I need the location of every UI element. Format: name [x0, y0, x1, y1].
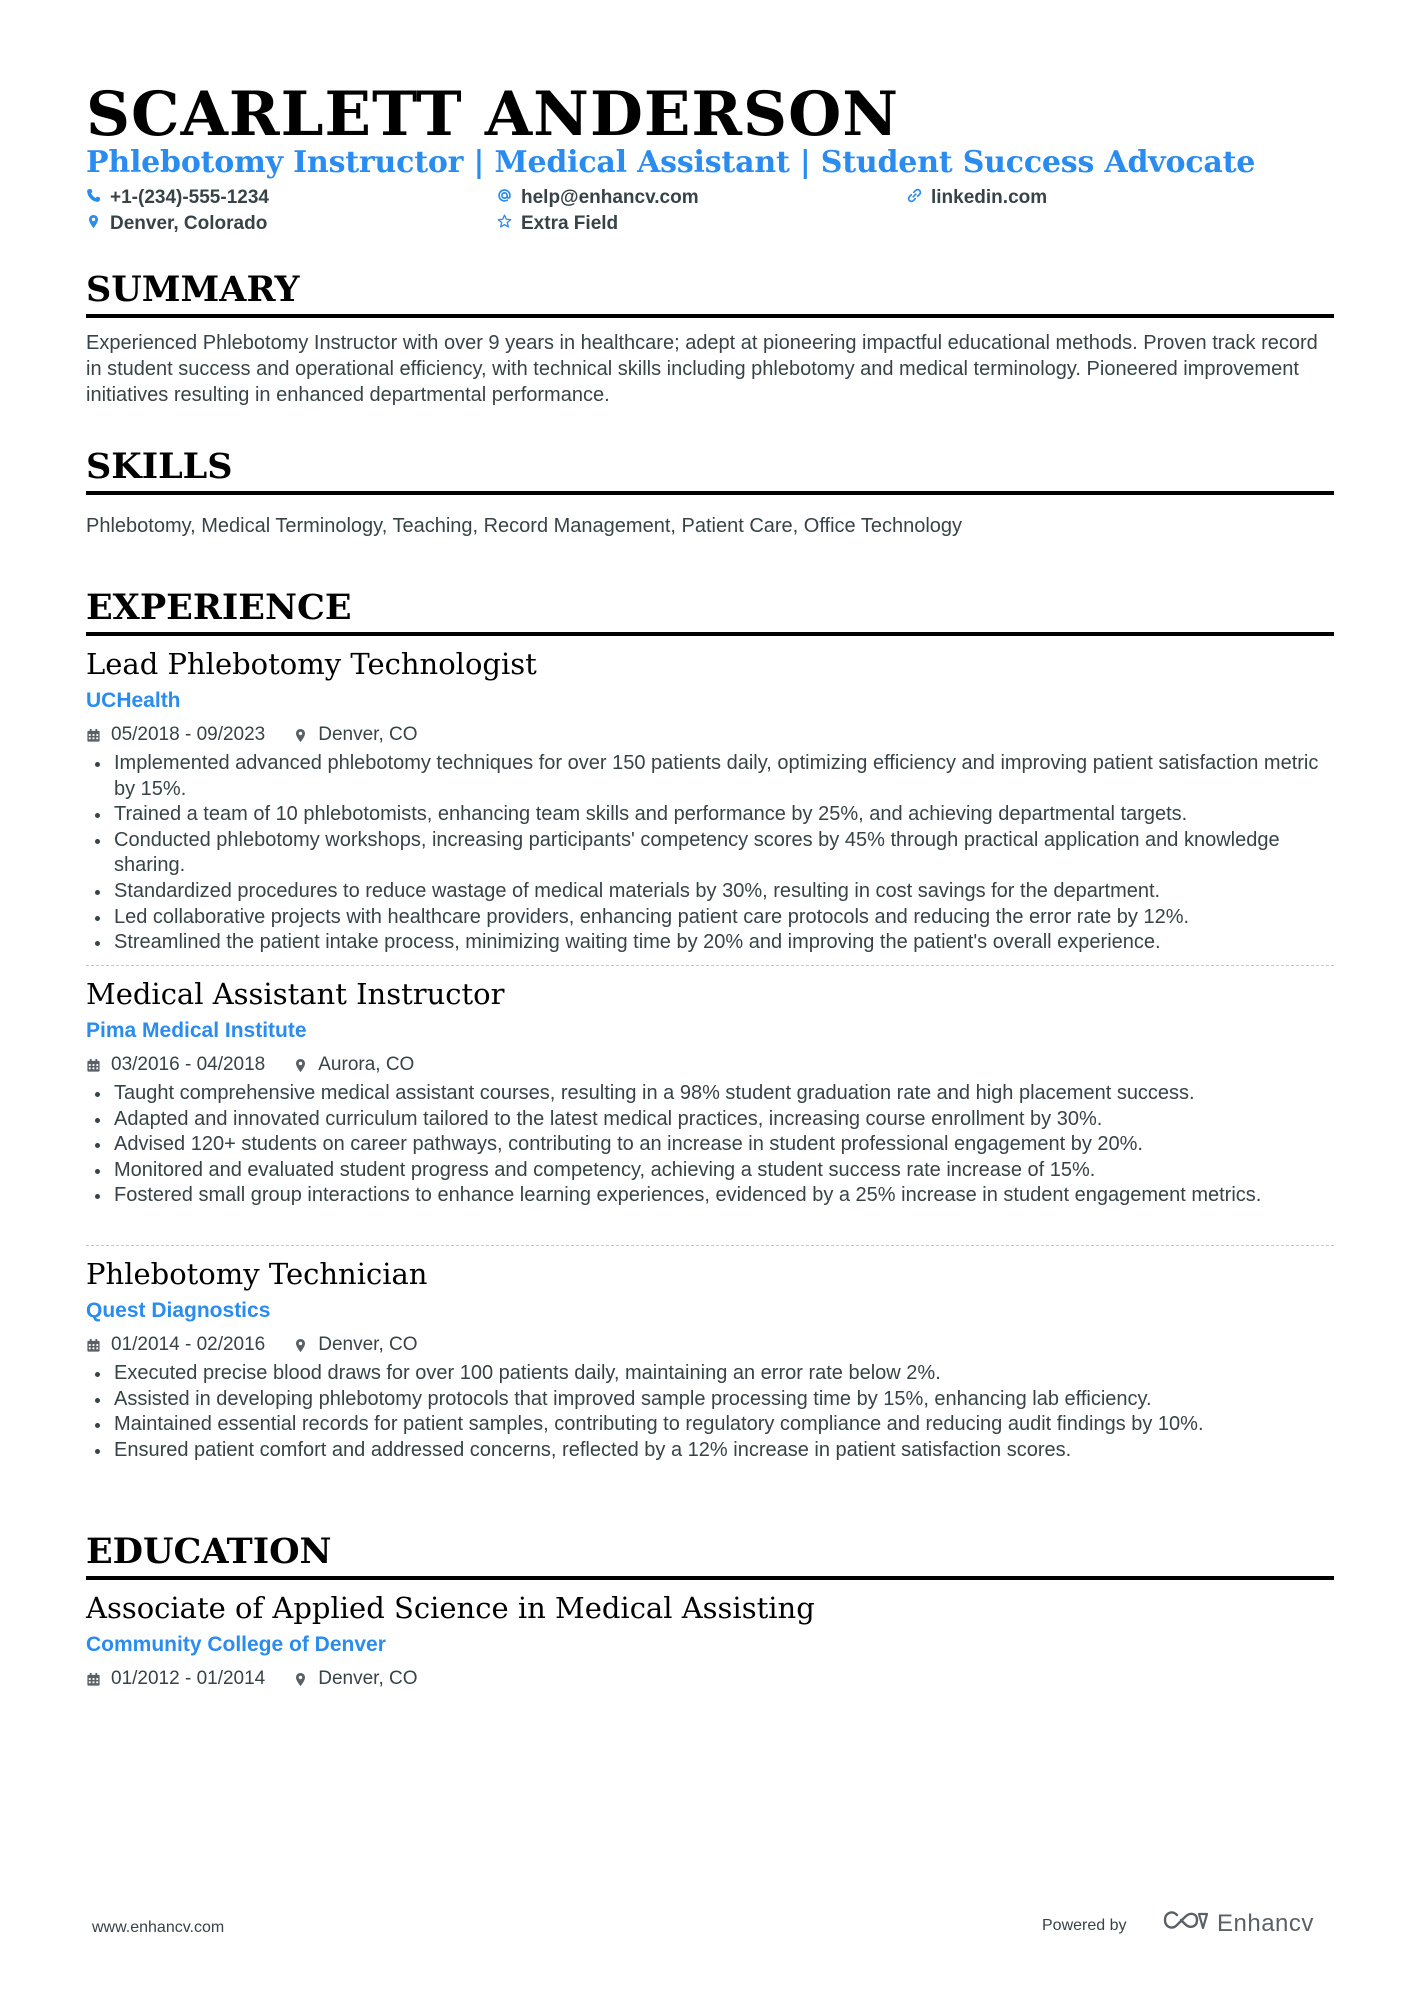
at-icon: [497, 187, 512, 209]
job-title: Medical Assistant Instructor: [86, 977, 505, 1011]
extra-field-text: Extra Field: [521, 213, 619, 234]
job-location: Aurora, CO: [318, 1054, 415, 1075]
linkedin-link[interactable]: linkedin.com: [931, 187, 1048, 208]
list-item: Led collaborative projects with healthcare providers, enhancing patient care protocols and reducing the error rate by 12%.: [86, 905, 1338, 931]
calendar-icon: [86, 1338, 101, 1353]
company-name: UCHealth: [86, 689, 181, 712]
list-item: Monitored and evaluated student progress and competency, achieving a student success rate increase of 15%.: [86, 1158, 1338, 1184]
job-title: Phlebotomy Technician: [86, 1257, 428, 1291]
list-item: Streamlined the patient intake process, minimizing waiting time by 20% and improving the patient's overall experience.: [86, 930, 1338, 956]
list-item: Adapted and innovated curriculum tailored to the latest medical practices, increasing course enrollment by 30%.: [86, 1107, 1338, 1133]
location-pin-icon: [293, 728, 308, 743]
calendar-icon: [86, 728, 101, 743]
degree-title: Associate of Applied Science in Medical Assisting: [86, 1591, 815, 1625]
contact-email: [497, 186, 699, 210]
school-name: Community College of Denver: [86, 1633, 386, 1656]
enhancv-brand[interactable]: [1163, 1908, 1314, 1939]
job-divider: [86, 965, 1334, 966]
calendar-icon: [86, 1672, 101, 1687]
list-item: Trained a team of 10 phlebotomists, enhancing team skills and performance by 25%, and achieving departmental targets.: [86, 802, 1338, 828]
company-name: Pima Medical Institute: [86, 1019, 307, 1042]
powered-by-label: Powered by: [1042, 1917, 1127, 1934]
enhancv-logo-icon: [1163, 1908, 1209, 1939]
job-divider: [86, 1245, 1334, 1246]
phone-icon: [86, 187, 101, 209]
phone-text[interactable]: +1-(234)-555-1234: [110, 187, 269, 208]
list-item: Maintained essential records for patient samples, contributing to regulatory compliance and reducing audit findings by 10%.: [86, 1412, 1338, 1438]
skills-heading: SKILLS: [86, 445, 1334, 495]
education-location: Denver, CO: [318, 1668, 418, 1689]
location-pin-icon: [293, 1058, 308, 1073]
list-item: Ensured patient comfort and addressed concerns, reflected by a 12% increase in patient satisfaction scores.: [86, 1438, 1338, 1464]
list-item: Advised 120+ students on career pathways, contributing to an increase in student professional engagement by 20%.: [86, 1132, 1338, 1158]
star-icon: [497, 213, 512, 235]
job-meta: [86, 723, 418, 747]
list-item: Executed precise blood draws for over 100 patients daily, maintaining an error rate below 2%.: [86, 1361, 1338, 1387]
job-dates: 05/2018 - 09/2023: [111, 724, 266, 745]
link-icon: [907, 187, 922, 209]
job-location: Denver, CO: [318, 1334, 418, 1355]
education-heading: EDUCATION: [86, 1530, 1334, 1580]
summary-text: Experienced Phlebotomy Instructor with over 9 years in healthcare; adept at pioneering impactful educational methods. Proven track record in student success and operational efficiency, with technical skills including phlebotomy and medical terminology. Pioneered improvement initiatives resulting in enhanced departmental performance.: [86, 332, 1318, 406]
footer-website-link[interactable]: www.enhancv.com: [92, 1919, 225, 1936]
contact-linkedin: [907, 186, 1047, 210]
location-text: Denver, Colorado: [110, 213, 268, 234]
list-item: Taught comprehensive medical assistant courses, resulting in a 98% student graduation rate and high placement success.: [86, 1081, 1338, 1107]
email-link[interactable]: help@enhancv.com: [521, 187, 699, 208]
job-title: Lead Phlebotomy Technologist: [86, 647, 537, 681]
headline: Phlebotomy Instructor | Medical Assistant | Student Success Advocate: [86, 145, 1256, 180]
job-dates: 03/2016 - 04/2018: [111, 1054, 266, 1075]
list-item: Assisted in developing phlebotomy protocols that improved sample processing time by 15%, enhancing lab efficiency.: [86, 1387, 1338, 1413]
location-pin-icon: [86, 213, 101, 235]
list-item: Standardized procedures to reduce wastage of medical materials by 30%, resulting in cost savings for the department.: [86, 879, 1338, 905]
job-meta: [86, 1053, 414, 1077]
education-dates: 01/2012 - 01/2014: [111, 1668, 266, 1689]
location-pin-icon: [293, 1672, 308, 1687]
company-name: Quest Diagnostics: [86, 1299, 271, 1322]
contact-phone: [86, 186, 269, 210]
list-item: Fostered small group interactions to enhance learning experiences, evidenced by a 25% increase in student engagement metrics.: [86, 1183, 1338, 1209]
job-dates: 01/2014 - 02/2016: [111, 1334, 266, 1355]
candidate-name: SCARLETT ANDERSON: [86, 79, 899, 150]
contact-extra: [497, 212, 618, 236]
location-pin-icon: [293, 1338, 308, 1353]
brand-name: Enhancv: [1217, 1909, 1314, 1937]
education-meta: [86, 1667, 418, 1691]
job-bullets: [86, 1361, 1338, 1463]
job-bullets: [86, 751, 1338, 956]
contact-location: [86, 212, 267, 236]
skills-text: Phlebotomy, Medical Terminology, Teaching, Record Management, Patient Care, Office Technology: [86, 515, 963, 537]
calendar-icon: [86, 1058, 101, 1073]
list-item: Conducted phlebotomy workshops, increasing participants' competency scores by 45% through practical application and knowledge sharing.: [86, 828, 1338, 879]
experience-heading: EXPERIENCE: [86, 586, 1334, 636]
job-meta: [86, 1333, 418, 1357]
job-bullets: [86, 1081, 1338, 1209]
list-item: Implemented advanced phlebotomy techniques for over 150 patients daily, optimizing efficiency and improving patient satisfaction metric by 15%.: [86, 751, 1338, 802]
summary-heading: SUMMARY: [86, 268, 1334, 318]
job-location: Denver, CO: [318, 724, 418, 745]
